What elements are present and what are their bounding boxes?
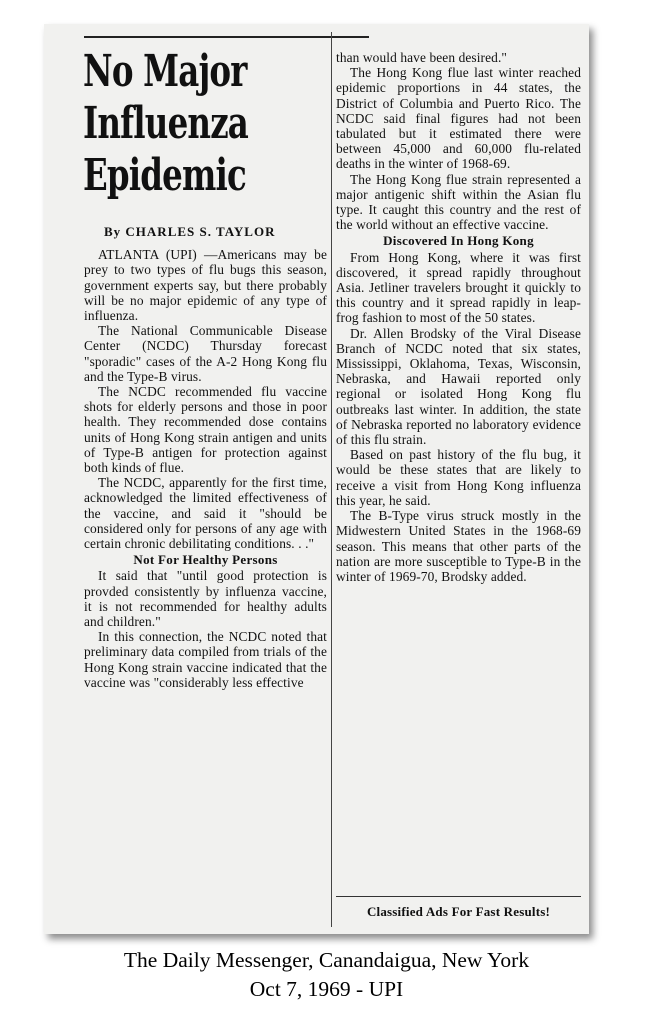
subhead: Discovered In Hong Kong [383, 233, 534, 249]
paragraph: than would have been desired." [336, 50, 507, 65]
headline [83, 46, 283, 202]
paragraph: The Hong Kong flue strain represented a major antigenic shift within the Asian flu type. It caught this country and the rest of the world without an effective vaccine. [336, 171, 581, 233]
paragraph: Based on past history of the flu bug, it would be these states that are likely to receive a visit from Hong Kong influenza this year, he said. [336, 447, 581, 508]
headline-line-3: Epidemic [83, 150, 246, 201]
source-caption [0, 946, 653, 1004]
left-column [84, 38, 327, 690]
paragraph: In this connection, the NCDC noted that preliminary data compiled from trials of the Hong Kong strain vaccine indicated that the vaccine was "considerably less effective [84, 629, 327, 690]
column-divider [331, 32, 332, 927]
classified-ads-note: Classified Ads For Fast Results! [366, 904, 551, 919]
byline: By CHARLES S. TAYLOR [104, 224, 276, 239]
caption-line-1: The Daily Messenger, Canandaigua, New York [123, 948, 530, 972]
newspaper-clipping [44, 24, 589, 934]
caption-line-2: Oct 7, 1969 - UPI [249, 977, 404, 1001]
paragraph: The B-Type virus struck mostly in the Midwestern United States in the 1968-69 season. This means that other parts of the nation are more susceptible to Type-B in the winter of 1969-70, Brodsky added. [336, 508, 581, 584]
paragraph: The National Communicable Disease Center (NCDC) Thursday forecast "sporadic" cases of the A-2 Hong Kong flu and the Type-B virus. [84, 323, 327, 384]
paragraph: The NCDC, apparently for the first time, acknowledged the limited effectiveness of the vaccine, and said it "should be considered only for persons of any age with certain chronic debilitating conditions. . ." [84, 475, 327, 552]
subhead: Not For Healthy Persons [133, 552, 278, 568]
headline-line-1: No Major [83, 46, 247, 97]
paragraph: Dr. Allen Brodsky of the Viral Disease Branch of NCDC noted that six states, Mississippi, Oklahoma, Texas, Wisconsin, Nebraska, and Hawaii reported only regional or isolated Hong Kong flu outbreaks last winter. In addition, the state of Nebraska reported no laboratory evidence of this flu strain. [336, 325, 581, 448]
paragraph: The NCDC recommended flu vaccine shots for elderly persons and those in poor health. They recommended dose contains units of Hong Kong strain antigen and units of Type-B antigen for protection against both kinds of flue. [84, 384, 327, 476]
right-column [336, 50, 581, 584]
paragraph: The Hong Kong flue last winter reached epidemic proportions in 44 states, the District of Columbia and Puerto Rico. The NCDC said final figures had not been tabulated but it estimated there were between 45,000 and 60,000 flu-related deaths in the winter of 1968-69. [336, 65, 581, 172]
paragraph: From Hong Kong, where it was first discovered, it spread rapidly throughout Asia. Jetliner travelers brought it quickly to this country and it spread rapidly in leap-frog fashion to most of the 50 states. [336, 249, 581, 326]
paragraph: ATLANTA (UPI) —Americans may be prey to two types of flu bugs this season, government experts say, but there probably will be no major epidemic of any type of influenza. [84, 247, 327, 324]
headline-line-2: Influenza [83, 98, 249, 149]
classified-rule [336, 896, 581, 897]
paragraph: It said that "until good protection is provded consistently by influenza vaccine, it is not recommended for healthy adults and children." [84, 568, 327, 630]
